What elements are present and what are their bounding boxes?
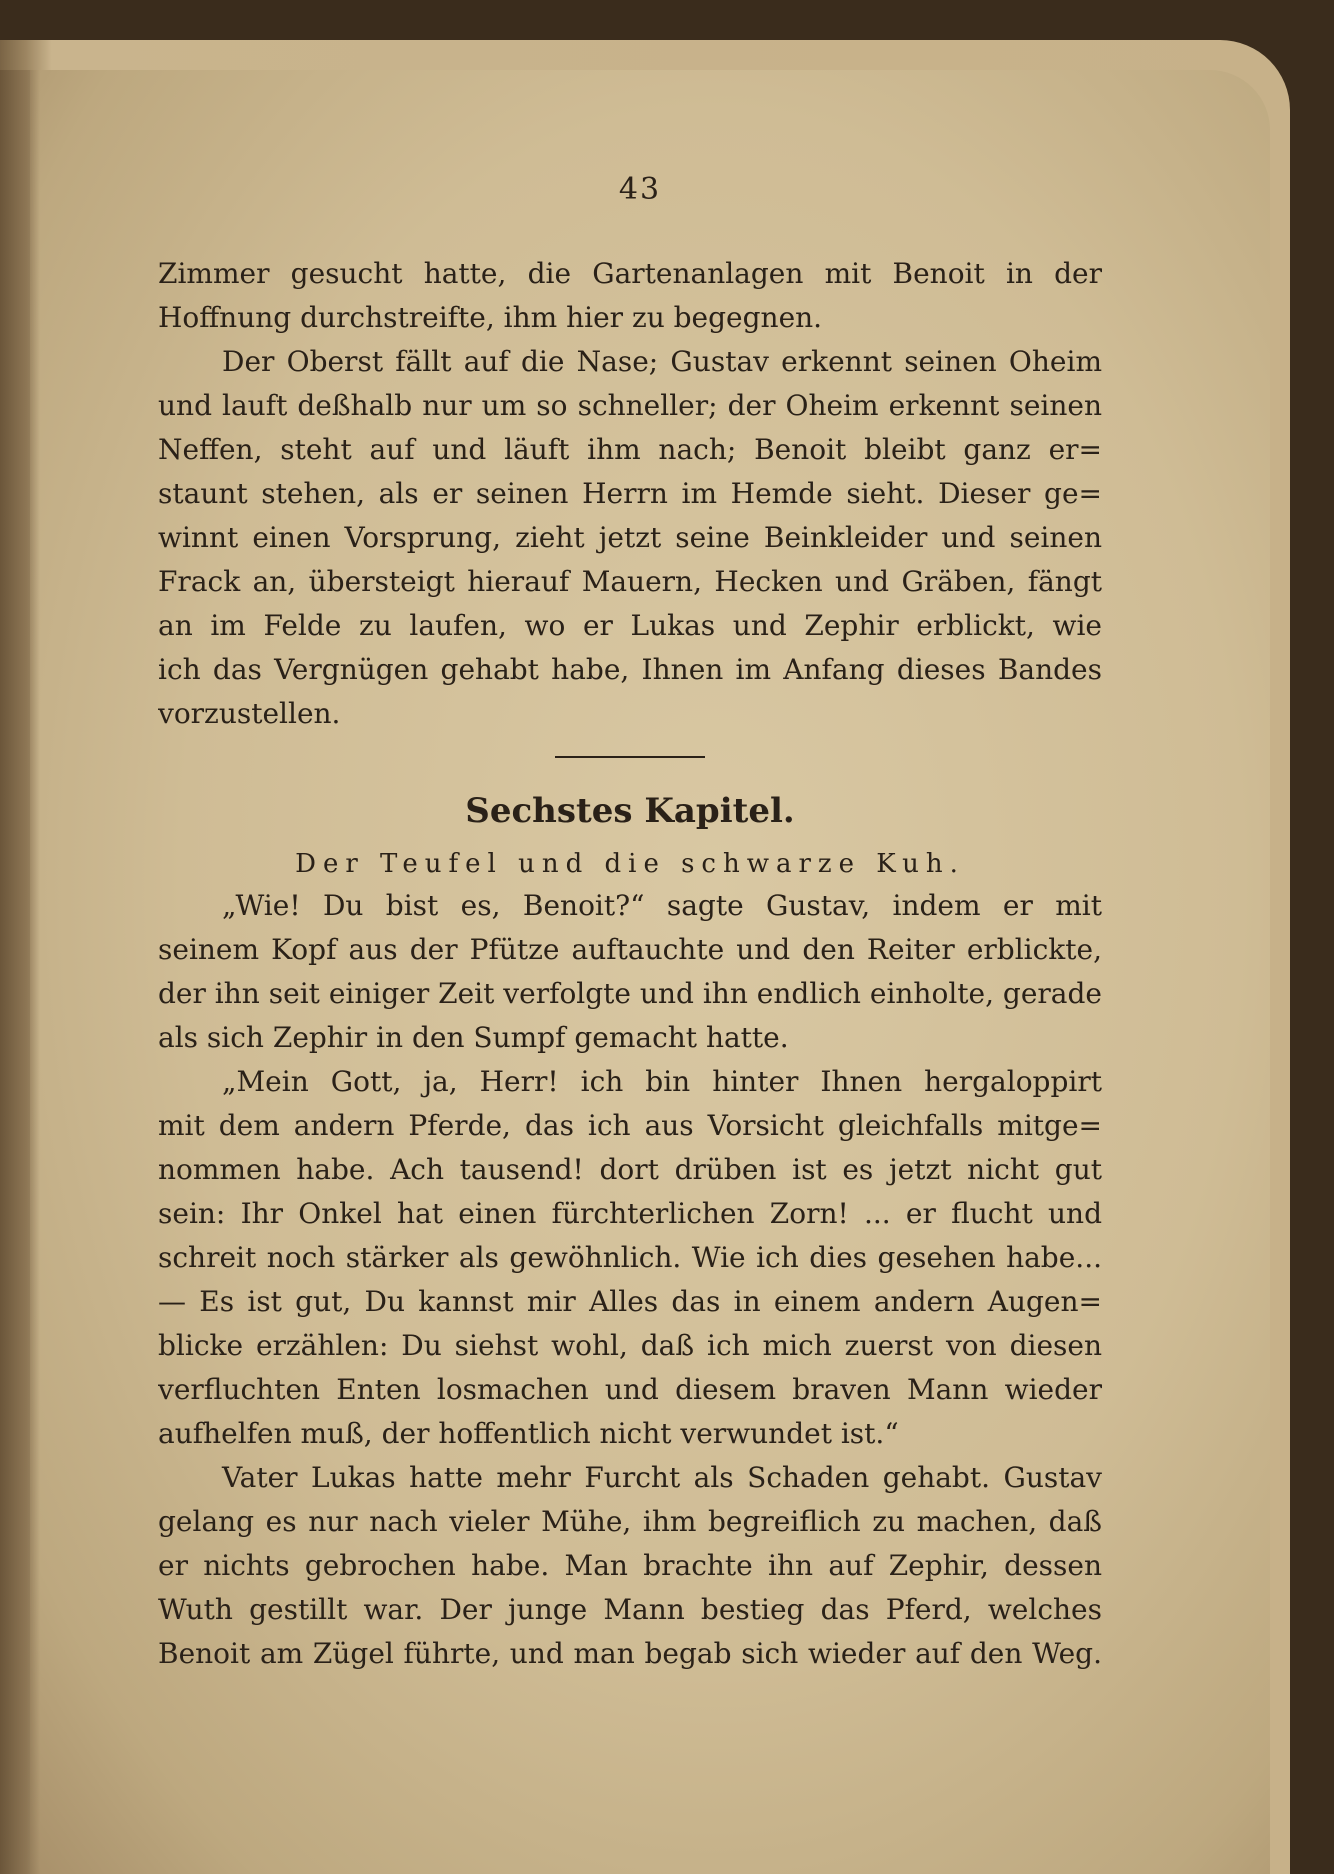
text-line: Zimmer gesucht hatte, die Gartenanlagen mit Benoit in der — [158, 257, 1102, 290]
text-line: an im Felde zu laufen, wo er Lukas und Zephir erblickt, wie — [158, 609, 1102, 642]
text-line: Der Oberst fällt auf die Nase; Gustav erkennt seinen Oheim — [222, 345, 1102, 378]
text-line: verfluchten Enten losmachen und diesem braven Mann wieder — [158, 1373, 1102, 1406]
text-line: Benoit am Zügel führte, und man begab sich wieder auf den Weg. — [158, 1637, 1102, 1670]
paragraph — [158, 884, 1102, 1060]
text-line: Frack an, übersteigt hierauf Mauern, Hecken und Gräben, fängt — [158, 565, 1102, 598]
paragraph — [158, 1060, 1102, 1456]
chapter-title: Sechstes Kapitel. — [465, 791, 795, 831]
text-line: blicke erzählen: Du siehst wohl, daß ich mich zuerst von diesen — [158, 1329, 1102, 1362]
page-number: 43 — [618, 172, 662, 207]
text-line: als sich Zephir in den Sumpf gemacht hatte. — [158, 1021, 789, 1054]
chapter-subtitle: Der Teufel und die schwarze Kuh. — [295, 849, 965, 879]
text-line: vorzustellen. — [158, 697, 341, 730]
page-text-block — [158, 170, 1102, 1676]
text-line: Hoffnung durchstreifte, ihm hier zu begegnen. — [158, 301, 823, 334]
text-line: Vater Lukas hatte mehr Furcht als Schaden gehabt. Gustav — [222, 1461, 1102, 1494]
text-line: winnt einen Vorsprung, zieht jetzt seine Beinkleider und seinen — [158, 521, 1102, 554]
text-line: seinem Kopf aus der Pfütze auftauchte und den Reiter erblickte, — [158, 933, 1102, 966]
paragraph-continued — [158, 252, 1102, 340]
text-line: ich das Vergnügen gehabt habe, Ihnen im Anfang dieses Bandes — [158, 653, 1102, 686]
text-line: mit dem andern Pferde, das ich aus Vorsicht gleichfalls mitge= — [158, 1109, 1102, 1142]
text-line: und lauft deßhalb nur um so schneller; der Oheim erkennt seinen — [158, 389, 1102, 422]
paragraph — [158, 340, 1102, 736]
text-line: sein: Ihr Onkel hat einen fürchterlichen Zorn! ... er flucht und — [158, 1197, 1102, 1230]
text-line: Neffen, steht auf und läuft ihm nach; Benoit bleibt ganz er= — [158, 433, 1102, 466]
text-line: — Es ist gut, Du kannst mir Alles das in einem andern Augen= — [158, 1285, 1102, 1318]
text-line: nommen habe. Ach tausend! dort drüben ist es jetzt nicht gut — [158, 1153, 1102, 1186]
section-divider — [555, 756, 705, 758]
text-line: „Mein Gott, ja, Herr! ich bin hinter Ihnen hergaloppirt — [222, 1065, 1102, 1098]
text-line: aufhelfen muß, der hoffentlich nicht verwundet ist.“ — [158, 1417, 899, 1450]
page-gutter-shadow — [0, 70, 40, 1874]
text-line: der ihn seit einiger Zeit verfolgte und ihn endlich einholte, gerade — [158, 977, 1102, 1010]
paragraph — [158, 1456, 1102, 1676]
text-line: er nichts gebrochen habe. Man brachte ihn auf Zephir, dessen — [158, 1549, 1102, 1582]
text-line: Wuth gestillt war. Der junge Mann bestieg das Pferd, welches — [158, 1593, 1102, 1626]
text-line: schreit noch stärker als gewöhnlich. Wie ich dies gesehen habe... — [158, 1241, 1102, 1274]
text-line: „Wie! Du bist es, Benoit?“ sagte Gustav, indem er mit — [222, 889, 1102, 922]
text-line: staunt stehen, als er seinen Herrn im Hemde sieht. Dieser ge= — [158, 477, 1102, 510]
text-line: gelang es nur nach vieler Mühe, ihm begreiflich zu machen, daß — [158, 1505, 1102, 1538]
